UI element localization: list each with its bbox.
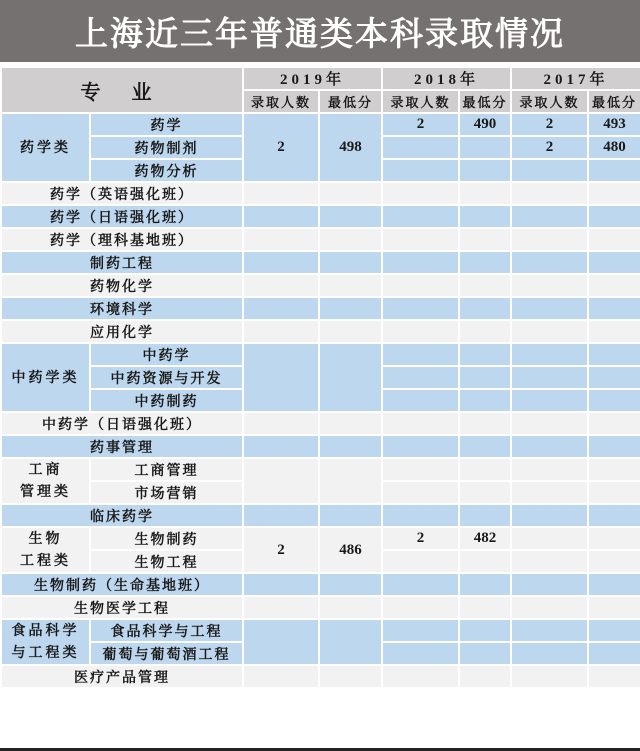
table-row [1,458,640,481]
min-score-2019 [319,573,382,596]
min-score-2017 [588,458,640,481]
table-row [1,320,640,343]
admitted-2017 [511,619,588,642]
category-line-2: 管理类 [20,484,71,500]
min-score-2018: 490 [459,113,511,136]
admitted-2017: 2 [511,136,588,159]
major-cell: 药学（日语强化班） [1,205,243,228]
major-cell: 医疗产品管理 [1,665,243,688]
min-score-2019 [319,182,382,205]
min-score-2019 [319,343,382,412]
min-score-2017 [588,205,640,228]
min-score-2019 [319,435,382,458]
major-cell: 葡萄与葡萄酒工程 [90,642,243,665]
admitted-2018 [382,504,459,527]
header-row-years [1,67,640,90]
header-major: 专 业 [1,67,243,113]
header-admitted-2017: 录取人数 [511,90,588,113]
header-min-2017: 最低分 [588,90,640,113]
min-score-2019 [319,228,382,251]
min-score-2017 [588,642,640,665]
min-score-2017 [588,504,640,527]
admitted-2017 [511,573,588,596]
min-score-2017 [588,297,640,320]
min-score-2019: 498 [319,113,382,182]
table-row [1,297,640,320]
admitted-2018: 2 [382,527,459,550]
major-cell: 药物化学 [1,274,243,297]
admitted-2019 [243,596,319,619]
min-score-2018 [459,642,511,665]
min-score-2018 [459,550,511,573]
admitted-2017 [511,251,588,274]
category-cell [1,458,90,504]
admitted-2018 [382,619,459,642]
admitted-2018 [382,550,459,573]
major-cell: 环境科学 [1,297,243,320]
admitted-2017 [511,435,588,458]
admitted-2017 [511,642,588,665]
min-score-2019 [319,251,382,274]
table-row [1,113,640,136]
min-score-2017 [588,343,640,366]
category-line-1: 生物 [28,531,63,547]
admitted-2018 [382,642,459,665]
category-line-1: 食品科学 [11,623,80,639]
admitted-2017 [511,665,588,688]
admitted-2019 [243,297,319,320]
admitted-2017 [511,205,588,228]
admitted-2019 [243,504,319,527]
table-row [1,274,640,297]
min-score-2017 [588,159,640,182]
admitted-2017 [511,159,588,182]
admitted-2017: 2 [511,113,588,136]
admitted-2018 [382,205,459,228]
category-line-1: 工商 [28,462,63,478]
min-score-2018 [459,228,511,251]
min-score-2017 [588,274,640,297]
admitted-2017 [511,389,588,412]
min-score-2017 [588,366,640,389]
admitted-2018 [382,343,459,366]
admitted-2018 [382,665,459,688]
min-score-2017 [588,389,640,412]
admitted-2018 [382,366,459,389]
min-score-2019 [319,596,382,619]
admitted-2018 [382,481,459,504]
admitted-2017 [511,228,588,251]
admitted-2019 [243,665,319,688]
admission-table [0,66,640,689]
min-score-2018 [459,136,511,159]
major-cell: 制药工程 [1,251,243,274]
admitted-2018 [382,182,459,205]
min-score-2019 [319,412,382,435]
min-score-2019 [319,205,382,228]
min-score-2018 [459,573,511,596]
admitted-2017 [511,504,588,527]
min-score-2018 [459,297,511,320]
major-cell: 中药资源与开发 [90,366,243,389]
min-score-2017 [588,320,640,343]
category-cell [1,619,90,665]
category-line-2: 与工程类 [11,645,80,661]
header-min-2019: 最低分 [319,90,382,113]
min-score-2017 [588,481,640,504]
major-cell: 药学 [90,113,243,136]
major-cell: 生物医学工程 [1,596,243,619]
min-score-2019 [319,619,382,665]
table-row [1,504,640,527]
min-score-2017 [588,251,640,274]
table-row [1,435,640,458]
admitted-2018 [382,458,459,481]
min-score-2018 [459,596,511,619]
admitted-2019: 2 [243,527,319,573]
table-row [1,573,640,596]
admitted-2019 [243,573,319,596]
major-cell: 药物分析 [90,159,243,182]
category-cell: 中药学类 [1,343,90,412]
header-year-2018: 2018年 [382,67,511,90]
admitted-2017 [511,366,588,389]
min-score-2019 [319,297,382,320]
table-row [1,205,640,228]
major-cell: 生物制药（生命基地班） [1,573,243,596]
category-line-2: 工程类 [20,553,71,569]
admitted-2019 [243,228,319,251]
min-score-2017 [588,412,640,435]
major-cell: 药学（英语强化班） [1,182,243,205]
min-score-2017 [588,573,640,596]
min-score-2018 [459,619,511,642]
min-score-2018 [459,251,511,274]
major-cell: 工商管理 [90,458,243,481]
admitted-2017 [511,458,588,481]
admitted-2019 [243,274,319,297]
min-score-2017 [588,435,640,458]
table-row [1,665,640,688]
admitted-2017 [511,343,588,366]
admitted-2019: 2 [243,113,319,182]
table-row [1,619,640,642]
admitted-2019 [243,435,319,458]
min-score-2019 [319,665,382,688]
admitted-2018 [382,159,459,182]
major-cell: 生物工程 [90,550,243,573]
min-score-2018 [459,274,511,297]
admitted-2018 [382,389,459,412]
major-cell: 生物制药 [90,527,243,550]
min-score-2019 [319,504,382,527]
admitted-2018 [382,228,459,251]
min-score-2017 [588,665,640,688]
major-cell: 药学（理科基地班） [1,228,243,251]
admitted-2019 [243,343,319,412]
admitted-2018 [382,596,459,619]
admitted-2018 [382,320,459,343]
min-score-2018 [459,389,511,412]
min-score-2018 [459,343,511,366]
min-score-2018 [459,159,511,182]
major-cell: 中药制药 [90,389,243,412]
min-score-2018 [459,435,511,458]
admitted-2018 [382,297,459,320]
admitted-2017 [511,527,588,550]
header-min-2018: 最低分 [459,90,511,113]
major-cell: 中药学（日语强化班） [1,412,243,435]
admitted-2018 [382,251,459,274]
admitted-2018 [382,573,459,596]
table-row [1,527,640,550]
admitted-2017 [511,596,588,619]
table-row [1,228,640,251]
admitted-2017 [511,481,588,504]
min-score-2018 [459,366,511,389]
category-cell: 药学类 [1,113,90,182]
min-score-2018: 482 [459,527,511,550]
admitted-2019 [243,412,319,435]
min-score-2018 [459,205,511,228]
min-score-2019: 486 [319,527,382,573]
min-score-2019 [319,274,382,297]
admitted-2018 [382,412,459,435]
min-score-2017 [588,527,640,550]
major-cell: 中药学 [90,343,243,366]
admitted-2017 [511,550,588,573]
major-cell: 药物制剂 [90,136,243,159]
min-score-2019 [319,458,382,504]
major-cell: 药事管理 [1,435,243,458]
header-year-2019: 2019年 [243,67,382,90]
table-row [1,251,640,274]
page-title: 上海近三年普通类本科录取情况 [0,0,640,64]
admitted-2017 [511,320,588,343]
admitted-2017 [511,274,588,297]
min-score-2017 [588,596,640,619]
min-score-2017 [588,550,640,573]
table-row [1,182,640,205]
header-year-2017: 2017年 [511,67,640,90]
admitted-2017 [511,182,588,205]
min-score-2018 [459,320,511,343]
min-score-2017: 480 [588,136,640,159]
min-score-2018 [459,504,511,527]
admitted-2017 [511,412,588,435]
admitted-2019 [243,320,319,343]
major-cell: 临床药学 [1,504,243,527]
admitted-2017 [511,297,588,320]
table-row [1,343,640,366]
admitted-2019 [243,182,319,205]
admitted-2019 [243,251,319,274]
admitted-2018 [382,435,459,458]
min-score-2017 [588,228,640,251]
min-score-2018 [459,412,511,435]
admitted-2019 [243,619,319,665]
major-cell: 应用化学 [1,320,243,343]
major-cell: 市场营销 [90,481,243,504]
table-row [1,412,640,435]
table-row [1,596,640,619]
admitted-2018 [382,136,459,159]
min-score-2019 [319,320,382,343]
category-cell [1,527,90,573]
admitted-2018: 2 [382,113,459,136]
admitted-2019 [243,205,319,228]
min-score-2018 [459,182,511,205]
header-admitted-2018: 录取人数 [382,90,459,113]
min-score-2018 [459,458,511,481]
min-score-2018 [459,481,511,504]
admitted-2019 [243,458,319,504]
min-score-2017 [588,182,640,205]
min-score-2017: 493 [588,113,640,136]
min-score-2017 [588,619,640,642]
header-admitted-2019: 录取人数 [243,90,319,113]
admitted-2018 [382,274,459,297]
major-cell: 食品科学与工程 [90,619,243,642]
min-score-2018 [459,665,511,688]
